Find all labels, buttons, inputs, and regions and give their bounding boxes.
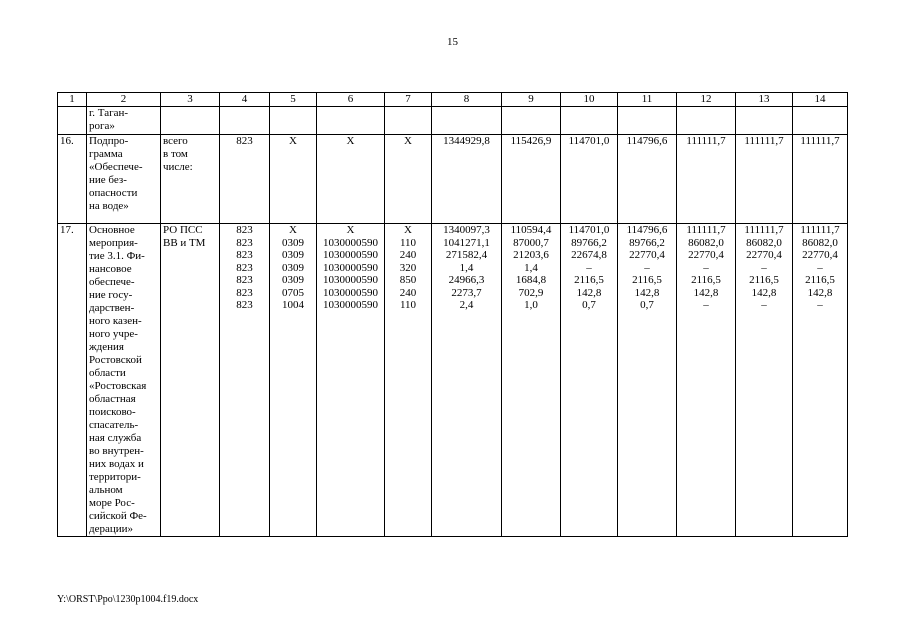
header-cell: 9	[502, 93, 561, 107]
sub-row-value: 114796,6	[626, 224, 668, 236]
sub-row-value: 271582,4	[445, 249, 488, 261]
sub-row-value: 2116,5	[805, 274, 835, 286]
stack-col	[793, 224, 848, 537]
sub-row-value: 1030000590	[323, 286, 378, 299]
sub-row-value: 320	[399, 261, 417, 274]
value-cell: 115426,9	[502, 135, 561, 224]
header-cell: 12	[677, 93, 736, 107]
sub-row-value: 240	[399, 286, 417, 299]
header-cell: 3	[161, 93, 220, 107]
grbs-cell: 823	[220, 135, 270, 224]
sub-row-value: 2116,5	[749, 274, 779, 286]
sub-row-value: 1041271,1	[443, 236, 490, 249]
sub-row-value: 1,4	[524, 261, 538, 274]
sub-row-value: 142,8	[693, 286, 719, 299]
header-cell: 14	[793, 93, 848, 107]
sub-row-value: 114701,0	[568, 224, 610, 236]
sub-row-value: 142,8	[576, 286, 602, 299]
value-cell: 114701,0	[561, 135, 618, 224]
file-path-footer: Y:\ORST\Ppo\1230p1004.f19.docx	[57, 594, 199, 605]
sub-row-value: Х	[404, 224, 412, 236]
sub-row-value: 823	[236, 286, 253, 299]
sub-row-value: 86082,0	[746, 236, 782, 249]
header-cell: 6	[317, 93, 385, 107]
stack-col	[220, 224, 270, 537]
sub-row-value: 240	[399, 249, 417, 261]
sub-row-value: 823	[236, 299, 253, 311]
sub-row-value: 86082,0	[802, 236, 838, 249]
sub-row-value: 110594,4	[510, 224, 552, 236]
table-row-17	[58, 224, 848, 537]
sub-row-value: 0309	[282, 236, 304, 249]
value-cell: 111111,7	[793, 135, 848, 224]
value-cell: 114796,6	[618, 135, 677, 224]
sub-row-value: Х	[289, 224, 297, 236]
sub-row-value: –	[586, 261, 592, 274]
program-name: Подпро- грамма «Обеспече- ние без- опасности на воде»	[87, 135, 161, 224]
sub-row-value: 2,4	[459, 299, 474, 311]
stack-col	[502, 224, 561, 537]
header-cell: 10	[561, 93, 618, 107]
sub-row-value: 823	[236, 274, 253, 286]
continuation-name: г. Таган- рога»	[87, 107, 161, 135]
stack-col	[270, 224, 317, 537]
executor: всего в том числе:	[161, 135, 220, 224]
stack-col	[385, 224, 432, 537]
sub-row-value: 142,8	[751, 286, 777, 299]
sub-row-value: 1030000590	[323, 261, 378, 274]
sub-row-value: Х	[346, 224, 355, 236]
sub-row-value: 850	[399, 274, 417, 286]
sub-row-value: 0309	[282, 274, 304, 286]
sub-row-value: 1684,8	[515, 274, 547, 286]
sub-row-value: –	[761, 299, 767, 311]
sub-row-value: 22674,8	[571, 249, 607, 261]
rzpr-cell: Х	[270, 135, 317, 224]
stack-col	[677, 224, 736, 537]
value-cell: 1344929,8	[432, 135, 502, 224]
header-cell: 7	[385, 93, 432, 107]
sub-row-value: 86082,0	[688, 236, 724, 249]
sub-row-value: –	[817, 261, 823, 274]
sub-row-value: 111111,7	[744, 224, 784, 236]
sub-row-value: 110	[399, 299, 417, 311]
table-row-16	[58, 135, 848, 224]
sub-row-value: 1030000590	[323, 236, 378, 249]
value-cell: 111111,7	[677, 135, 736, 224]
sub-row-value: 2116,5	[574, 274, 604, 286]
csr-cell: Х	[317, 135, 385, 224]
sub-row-value: 823	[236, 236, 253, 249]
sub-row-value: –	[703, 299, 709, 311]
sub-row-value: 823	[236, 261, 253, 274]
sub-row-value: 1,0	[524, 299, 538, 311]
sub-row-value: –	[703, 261, 709, 274]
sub-row-value: 87000,7	[513, 236, 549, 249]
stack-col	[432, 224, 502, 537]
sub-row-value: 0,7	[582, 299, 596, 311]
header-cell: 2	[87, 93, 161, 107]
sub-row-value: 22770,4	[802, 249, 838, 261]
header-cell: 5	[270, 93, 317, 107]
value-cell: 111111,7	[736, 135, 793, 224]
stack-col	[561, 224, 618, 537]
sub-row-value: 22770,4	[746, 249, 782, 261]
sub-row-value: 22770,4	[688, 249, 724, 261]
sub-row-value: 2273,7	[451, 286, 482, 299]
table-header-row	[58, 93, 848, 107]
row-number: 17.	[58, 224, 87, 537]
sub-row-value: 702,9	[518, 286, 544, 299]
sub-row-value: 1,4	[459, 261, 474, 274]
sub-row-value: 0,7	[640, 299, 654, 311]
executor: РО ПСС ВВ и ТМ	[161, 224, 220, 537]
sub-row-value: 142,8	[634, 286, 660, 299]
sub-row-value: 22770,4	[629, 249, 665, 261]
sub-row-value: 1340097,3	[443, 224, 490, 236]
sub-row-value: 0309	[282, 249, 304, 261]
sub-row-value: 21203,6	[513, 249, 549, 261]
sub-row-value: 89766,2	[629, 236, 665, 249]
budget-table	[57, 92, 848, 537]
stack-col	[618, 224, 677, 537]
sub-row-value: 0309	[282, 261, 304, 274]
sub-row-value: 0705	[282, 286, 304, 299]
sub-row-value: 2116,5	[691, 274, 721, 286]
sub-row-value: 1004	[282, 299, 304, 311]
row-number: 16.	[58, 135, 87, 224]
header-cell: 13	[736, 93, 793, 107]
sub-row-value: –	[817, 299, 823, 311]
sub-row-value: 24966,3	[448, 274, 485, 286]
sub-row-value: 1030000590	[323, 274, 378, 286]
page-number: 15	[447, 36, 458, 48]
vr-cell: Х	[385, 135, 432, 224]
sub-row-value: 111111,7	[800, 224, 840, 236]
header-cell: 8	[432, 93, 502, 107]
sub-row-value: –	[644, 261, 650, 274]
continuation-row	[58, 107, 848, 135]
sub-row-value: 823	[236, 249, 253, 261]
sub-row-value: 110	[399, 236, 417, 249]
stack-col	[317, 224, 385, 537]
stack-col	[736, 224, 793, 537]
sub-row-value: 2116,5	[632, 274, 662, 286]
header-cell: 4	[220, 93, 270, 107]
header-cell: 11	[618, 93, 677, 107]
measure-name: Основное мероприя- тие 3.1. Фи- нансовое обеспече- ние госу- дарствен- ного казен- ного учре- ждения Ростовской области «Ростовская областная поисково- спасатель- ная служба во внутрен- них водах и территори- альном море Рос- сийской Фе- дерации»	[87, 224, 161, 537]
sub-row-value: 1030000590	[323, 249, 378, 261]
sub-row-value: 823	[236, 224, 253, 236]
sub-row-value: 1030000590	[323, 299, 378, 311]
sub-row-value: 111111,7	[686, 224, 726, 236]
sub-row-value: 142,8	[807, 286, 833, 299]
header-cell: 1	[58, 93, 87, 107]
sub-row-value: –	[761, 261, 767, 274]
sub-row-value: 89766,2	[571, 236, 607, 249]
